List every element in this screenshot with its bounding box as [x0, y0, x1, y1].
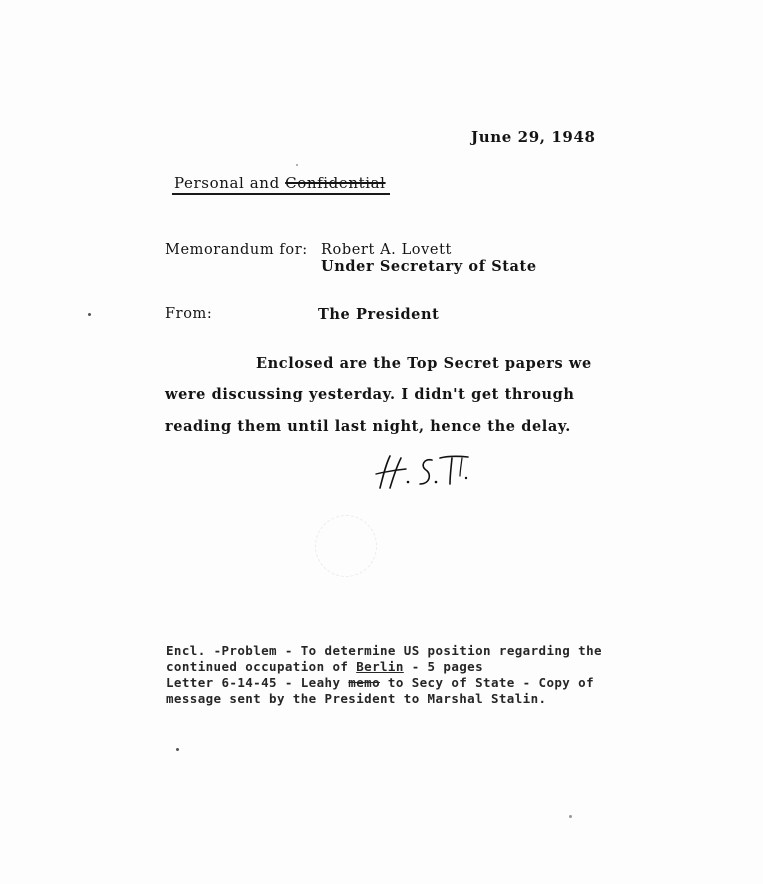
underlined-berlin: Berlin: [356, 659, 404, 674]
body-line-2: were discussing yesterday. I didn't get through: [165, 386, 575, 403]
scan-speck: [176, 748, 179, 751]
recipient-title: Under Secretary of State: [321, 258, 537, 275]
enclosure-label: Encl.: [166, 643, 206, 658]
struck-memo: memo: [348, 675, 380, 690]
scan-speck: [296, 164, 298, 166]
scan-speck: [88, 313, 91, 316]
faint-seal-stamp: [315, 515, 377, 577]
memo-date: June 29, 1948: [471, 128, 596, 146]
recipient-name: Robert A. Lovett: [321, 242, 452, 258]
handwritten-initials-signature: [370, 448, 480, 498]
classification-prefix: Personal and: [174, 174, 286, 192]
classification-marking: [174, 174, 386, 192]
from-label: From:: [165, 306, 213, 322]
enclosure-line-2: continued occupation of Berlin - 5 pages: [166, 659, 484, 674]
body-line-1: Enclosed are the Top Secret papers we: [256, 355, 592, 372]
sender: The President: [318, 306, 440, 323]
classification-underline: [172, 193, 390, 195]
body-line-3: reading them until last night, hence the delay.: [165, 418, 571, 435]
enclosure-line-1: Encl. -Problem - To determine US position regarding the: [166, 643, 602, 658]
classification-struck: Confidential: [285, 174, 386, 192]
memo-for-label: Memorandum for:: [165, 242, 308, 258]
enclosure-line-4: message sent by the President to Marshal Stalin.: [166, 691, 547, 706]
scan-speck: [569, 815, 572, 818]
enclosure-line-3: Letter 6-14-45 - Leahy memo to Secy of State - Copy of: [166, 675, 594, 690]
